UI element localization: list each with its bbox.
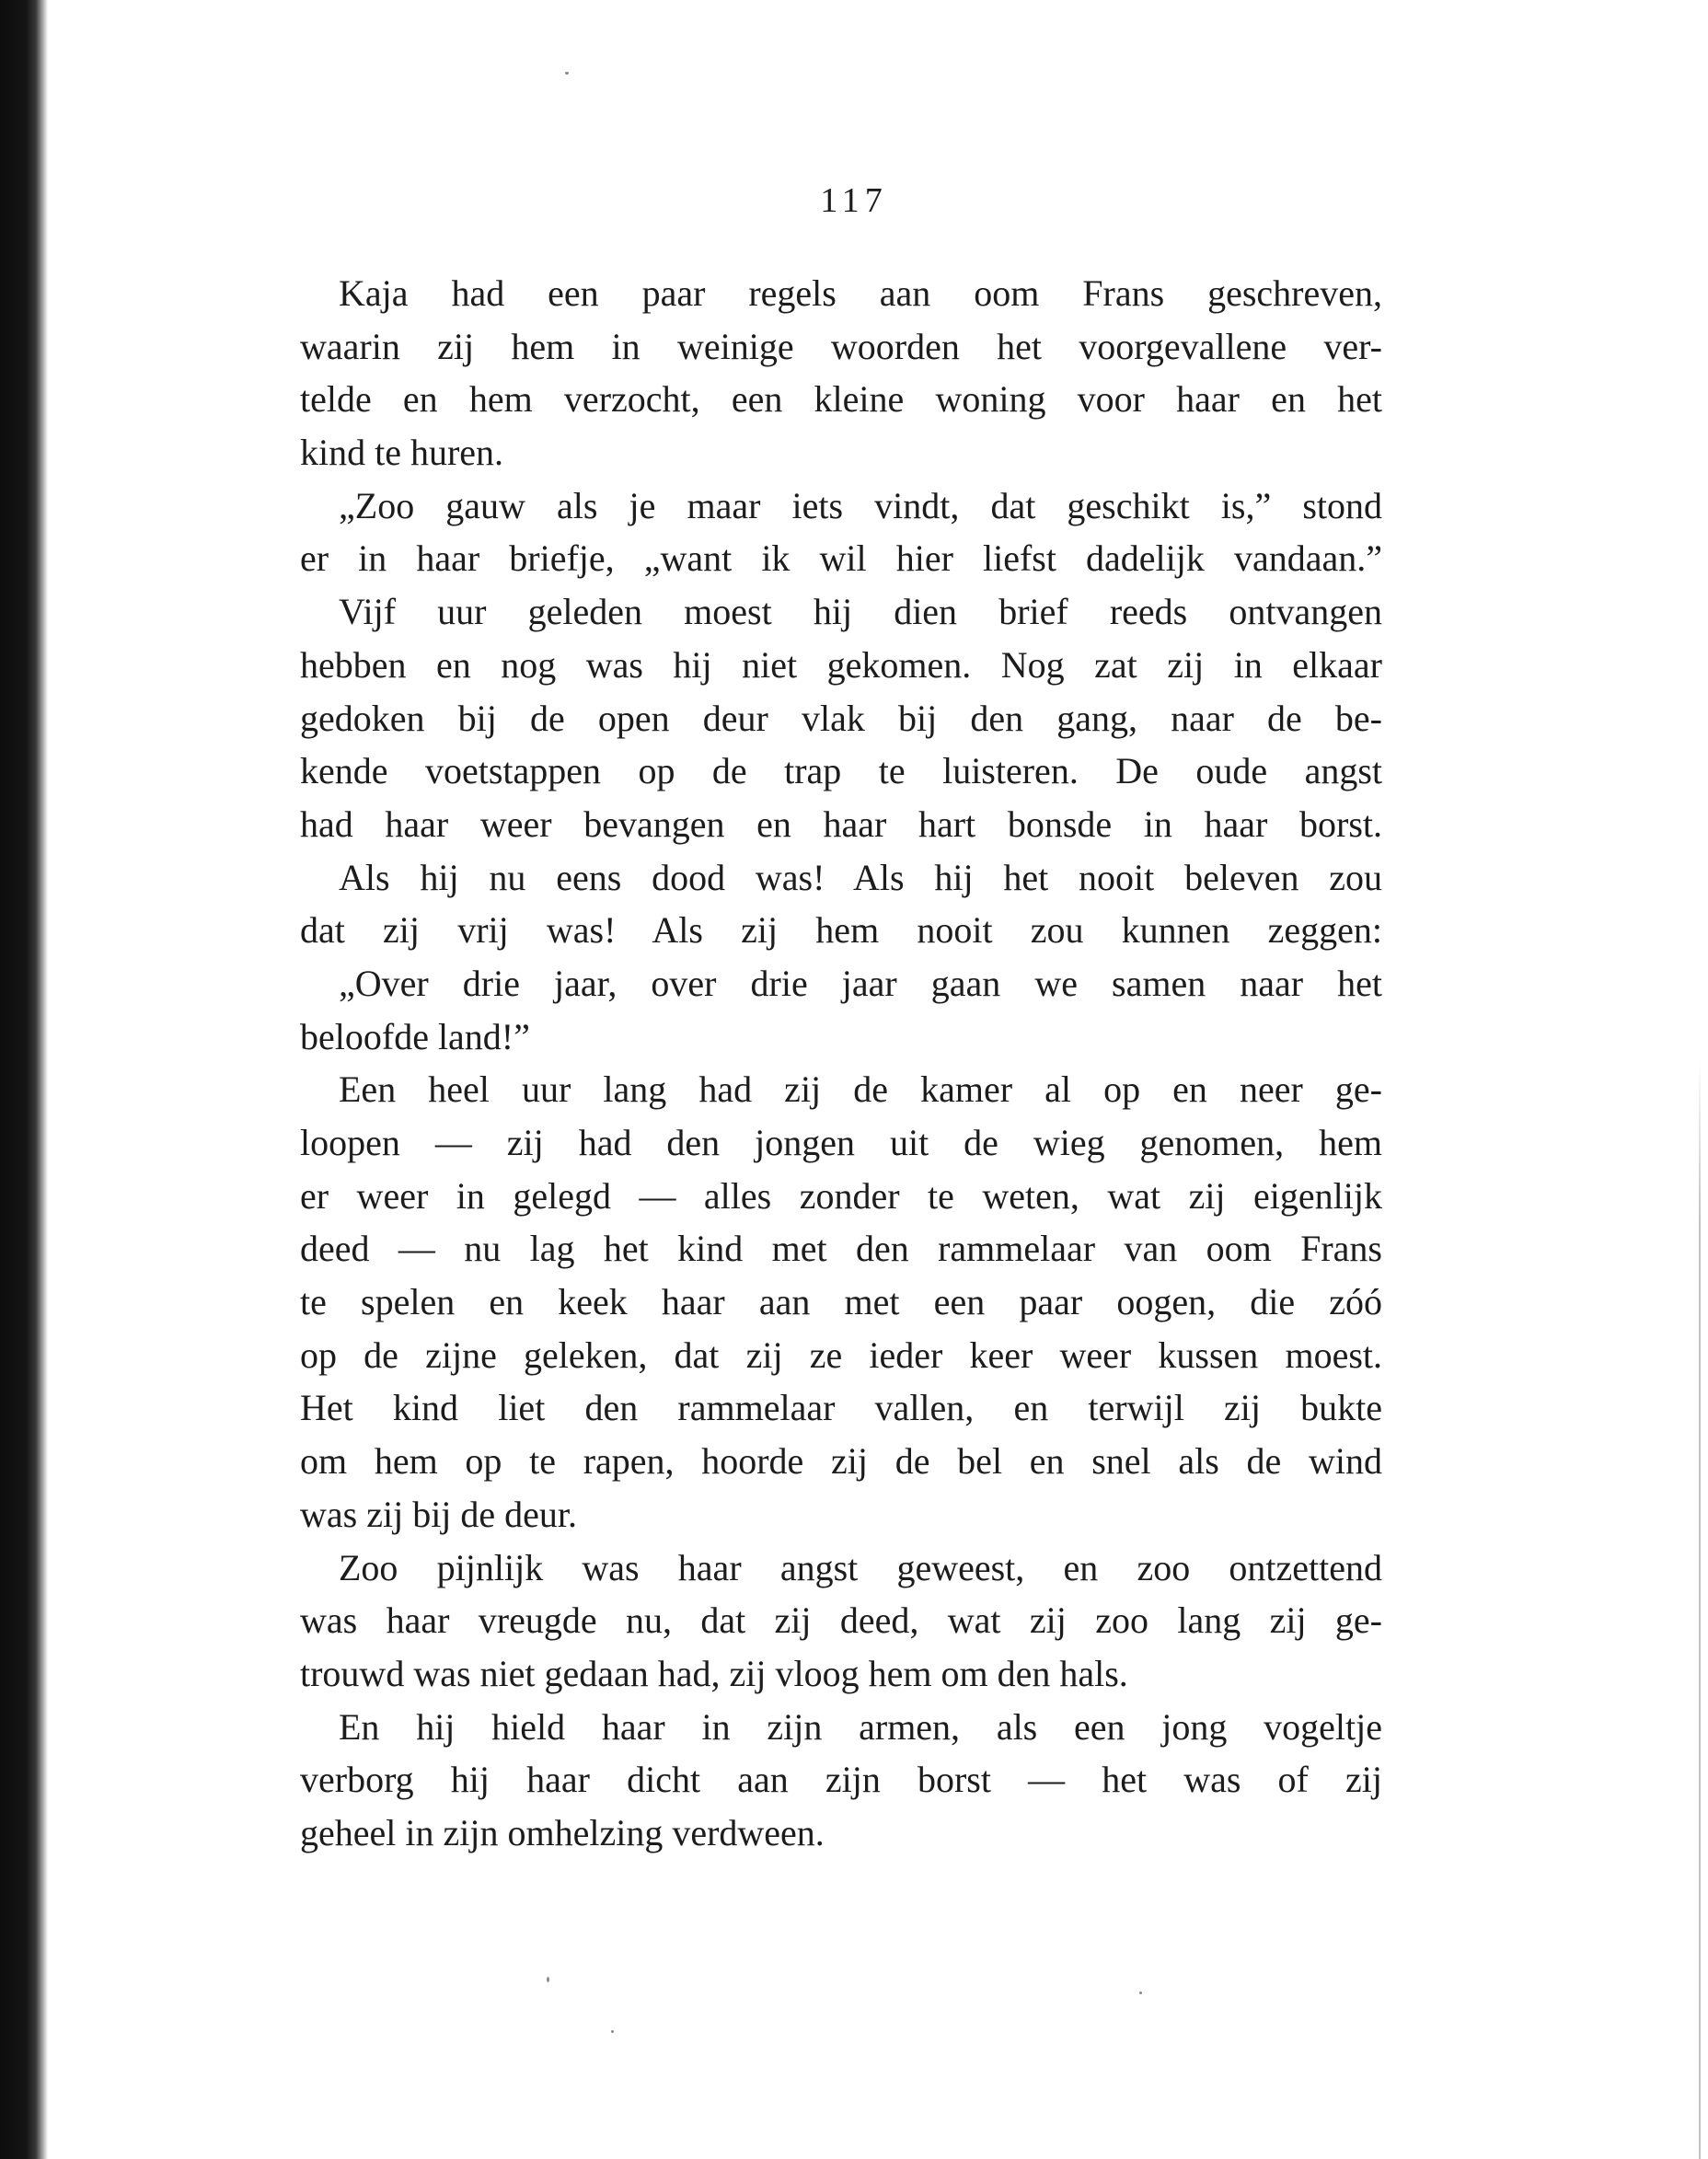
page-binding-edge	[0, 0, 48, 2159]
text-line: Als hij nu eens dood was! Als hij het nooit beleven zou	[339, 856, 1382, 898]
text-line: beloofde land!”	[300, 1015, 530, 1057]
text-line: verborg hij haar dicht aan zijn borst — het was of zij	[300, 1759, 1382, 1801]
text-line: En hij hield haar in zijn armen, als een jong vogeltje	[339, 1705, 1382, 1748]
text-line: loopen — zij had den jongen uit de wieg genomen, hem	[300, 1122, 1382, 1163]
text-line: Zoo pijnlijk was haar angst geweest, en zoo ontzettend	[339, 1546, 1382, 1588]
text-line: „Zoo gauw als je maar iets vindt, dat geschikt is,” stond	[339, 484, 1382, 526]
text-line: „Over drie jaar, over drie jaar gaan we samen naar het	[339, 962, 1382, 1004]
text-line: waarin zij hem in weinige woorden het voorgevallene ver-	[300, 325, 1382, 367]
text-line: op de zijne geleken, dat zij ze ieder keer weer kussen moest.	[300, 1334, 1382, 1376]
text-line: was zij bij de deur.	[300, 1493, 578, 1535]
text-line: Vijf uur geleden moest hij dien brief reeds ontvangen	[339, 591, 1382, 633]
paper-speck	[547, 1977, 549, 1982]
text-line: kind te huren.	[300, 432, 504, 474]
paper-speck	[565, 72, 569, 75]
text-line: deed — nu lag het kind met den rammelaar van oom Frans	[300, 1228, 1382, 1270]
text-line: was haar vreugde nu, dat zij deed, wat zij zoo lang zij ge-	[300, 1599, 1382, 1642]
text-line: er weer in gelegd — alles zonder te weten, wat zij eigenlijk	[300, 1174, 1382, 1217]
text-line: hebben en nog was hij niet gekomen. Nog zat zij in elkaar	[300, 643, 1382, 686]
text-line: kende voetstappen op de trap te luisteren. De oude angst	[300, 750, 1382, 792]
text-line: Een heel uur lang had zij de kamer al op en neer ge-	[339, 1068, 1382, 1111]
paper-speck	[611, 2030, 614, 2033]
page-number: 117	[820, 181, 888, 220]
text-line: had haar weer bevangen en haar hart bonsde in haar borst.	[300, 802, 1382, 845]
text-line: dat zij vrij was! Als zij hem nooit zou kunnen zeggen:	[300, 909, 1382, 952]
text-line: te spelen en keek haar aan met een paar oogen, die zóó	[300, 1281, 1382, 1323]
text-line: trouwd was niet gedaan had, zij vloog hem om den hals.	[300, 1652, 1128, 1694]
text-line: gedoken bij de open deur vlak bij den gang, naar de be-	[300, 697, 1382, 739]
page-right-edge	[1699, 1058, 1701, 2159]
text-line: er in haar briefje, „want ik wil hier liefst dadelijk vandaan.”	[300, 537, 1382, 580]
text-line: geheel in zijn omhelzing verdween.	[300, 1811, 825, 1853]
paper-speck	[1139, 1992, 1142, 1994]
body-text	[300, 267, 1382, 1860]
text-line: telde en hem verzocht, een kleine woning voor haar en het	[300, 378, 1382, 421]
text-line: Kaja had een paar regels aan oom Frans geschreven,	[339, 272, 1382, 314]
text-line: om hem op te rapen, hoorde zij de bel en snel als de wind	[300, 1440, 1382, 1483]
text-line: Het kind liet den rammelaar vallen, en terwijl zij bukte	[300, 1387, 1382, 1429]
